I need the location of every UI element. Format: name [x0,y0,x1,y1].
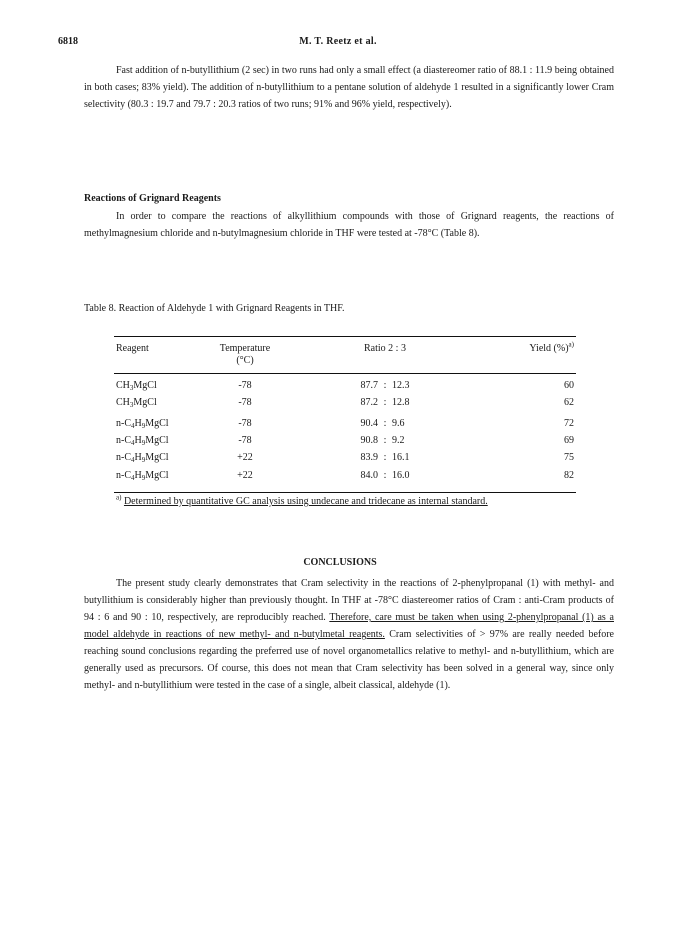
ratio-separator: : [383,452,387,463]
conclusions-underlined-caution: Therefore, care must be taken when using 2-phenylpropanal (1) as a model aldehyde in reactions of new methyl- and n-butylmetal reagents. [84,612,614,640]
paragraph-grignard: In order to compare the reactions of alkyllithium compounds with those of Grignard reagents, the reactions of methylmagnesium chloride and n-butylmagnesium chloride in THF were tested at -78°C (Table 8). [84,211,614,239]
table-cell-yield: 82 [564,470,574,481]
table-cell-yield: 72 [564,418,574,429]
ratio-separator: : [383,470,387,481]
column-header-ratio: Ratio 2 : 3 [364,343,406,354]
column-header-reagent: Reagent [116,343,149,354]
ratio-cram: 84.0 [360,470,378,481]
reagent-formula: $CH_3MgCl$ [116,397,157,409]
table-cell-temperature: -78 [238,380,252,391]
table-cell-ratio [344,470,426,481]
column-header-temperature: Temperature [219,343,271,354]
table-cell-reagent [116,397,157,408]
column-header-yield [474,340,574,354]
ratio-separator: : [383,418,387,429]
reagent-formula: $n-C_4H_9MgCl$ [116,418,169,430]
table-cell-temperature: +22 [237,470,253,481]
reagent-formula: $n-C_4H_9MgCl$ [116,470,169,482]
table-bottom-rule [114,492,576,493]
ratio-separator: : [383,380,387,391]
paragraph-butyllithium-addition: Fast addition of n-butyllithium (2 sec) in two runs had only a small effect (a diastereomer ratio of 88.1 : 11.9 being obtained in both cases; 83% yield). The addition of n-butyllithium to a pentane solution of aldehyde 1 resulted in a significantly lower Cram selectivity (80.3 : 19.7 and 79.7 : 20.3 ratios of two runs; 91% and 96% yield, respectively). [84,65,614,110]
page-number: 6818 [58,36,78,47]
ratio-cram: 90.8 [360,435,378,446]
table-cell-ratio [344,435,426,446]
running-authors: M. T. Reetz et al. [299,36,377,47]
conclusions-heading: CONCLUSIONS [303,557,377,568]
table-cell-temperature: -78 [238,435,252,446]
table-cell-temperature: -78 [238,418,252,429]
table-cell-reagent [116,380,157,391]
reagent-formula: $n-C_4H_9MgCl$ [116,435,169,447]
table-cell-yield: 75 [564,452,574,463]
ratio-anti-cram: 12.3 [392,380,410,391]
section-heading-grignard: Reactions of Grignard Reagents [84,193,221,204]
table-cell-ratio [344,418,426,429]
table-cell-temperature: +22 [237,452,253,463]
conclusions-sentence-3: Cram selectivities of > 97% are really needed before reaching sound conclusions regarding the preferred use of novel organometallics relative to methyl- and n-butyllithium, which are generally used as precursors. Of course, this does not mean that Cram selectivity has been solved in a general way, since only methyl- and n-butyllithium were tested in the case of a single, albeit classical, aldehyde (1). [84,629,615,691]
table-cell-reagent [116,452,169,463]
footnote-mark: a) [116,493,122,502]
ratio-cram: 83.9 [360,452,378,463]
table-header-rule [114,373,576,374]
footnote-text: Determined by quantitative GC analysis using undecane and tridecane as internal standard. [123,496,488,507]
yield-footnote-mark: a) [568,340,574,349]
table-cell-yield: 69 [564,435,574,446]
ratio-anti-cram: 16.0 [392,470,410,481]
table-top-rule [114,336,576,337]
conclusions-sentence-1: The present study clearly demonstrates that Cram selectivity in the reactions of 2-phenylpropanal (1) with methyl- and butyllithium is considerably higher than previously thought. In THF at -78°C diastereomer ratios of Cram : anti-Cram products of 94 : 6 and 90 : 10, respectively, are reproducibly reached. [84,578,614,623]
column-header-temperature-unit: (°C) [236,355,254,366]
ratio-separator: : [383,397,387,408]
yield-header-text: Yield (%) [529,343,569,354]
ratio-cram: 87.2 [360,397,378,408]
reagent-formula: $n-C_4H_9MgCl$ [116,452,169,464]
table-caption: Table 8. Reaction of Aldehyde 1 with Grignard Reagents in THF. [84,303,345,314]
table-cell-ratio [344,397,426,408]
table-cell-ratio [344,380,426,391]
table-cell-reagent [116,470,169,481]
ratio-cram: 90.4 [360,418,378,429]
ratio-cram: 87.7 [360,380,378,391]
table-cell-temperature: -78 [238,397,252,408]
running-header [58,36,618,50]
table-cell-reagent [116,418,169,429]
table-cell-yield: 60 [564,380,574,391]
table-cell-reagent [116,435,169,446]
reagent-formula: $CH_3MgCl$ [116,380,157,392]
ratio-separator: : [383,435,387,446]
table-cell-ratio [344,452,426,463]
paragraph-conclusions [84,575,614,694]
ratio-anti-cram: 16.1 [392,452,410,463]
ratio-anti-cram: 9.6 [392,418,405,429]
table-footnote [116,493,488,507]
table-cell-yield: 62 [564,397,574,408]
ratio-anti-cram: 12.8 [392,397,410,408]
ratio-anti-cram: 9.2 [392,435,405,446]
